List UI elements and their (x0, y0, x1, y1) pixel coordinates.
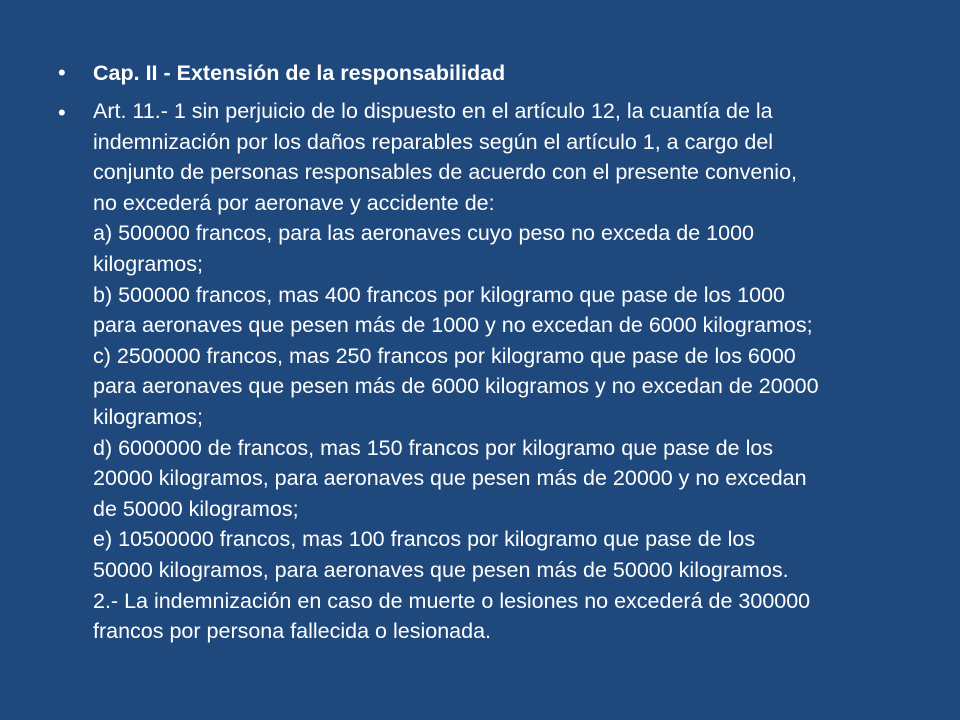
article-text (93, 96, 918, 647)
article-line: 50000 kilogramos, para aeronaves que pesen más de 50000 kilogramos. (93, 557, 789, 582)
bullet-dot-icon: • (58, 100, 66, 125)
article-line: de 50000 kilogramos; (93, 496, 299, 521)
bullet-list (58, 56, 918, 647)
article-line: 20000 kilogramos, para aeronaves que pesen más de 20000 y no excedan (93, 466, 807, 491)
bullet-dot-icon: • (58, 60, 66, 85)
article-line: 2.- La indemnización en caso de muerte o lesiones no excederá de 300000 (93, 588, 811, 613)
chapter-heading: Cap. II - Extensión de la responsabilidad (93, 61, 506, 85)
article-line: c) 2500000 francos, mas 250 francos por kilogramo que pase de los 6000 (93, 343, 796, 368)
article-line: francos por persona fallecida o lesionada. (93, 619, 492, 644)
article-line: para aeronaves que pesen más de 6000 kilogramos y no excedan de 20000 (93, 374, 819, 399)
article-line: kilogramos; (93, 404, 203, 429)
article-line: no excederá por aeronave y accidente de: (93, 190, 495, 215)
article-line: conjunto de personas responsables de acuerdo con el presente convenio, (93, 160, 798, 185)
article-line: para aeronaves que pesen más de 1000 y no excedan de 6000 kilogramos; (93, 313, 813, 338)
article-line: a) 500000 francos, para las aeronaves cuyo peso no exceda de 1000 (93, 221, 754, 246)
article-line: b) 500000 francos, mas 400 francos por kilogramo que pase de los 1000 (93, 282, 786, 307)
article-line: indemnización por los daños reparables según el artículo 1, a cargo del (93, 129, 774, 154)
article-line: e) 10500000 francos, mas 100 francos por kilogramo que pase de los (93, 527, 756, 552)
bullet-article (58, 96, 918, 647)
bullet-heading (58, 56, 918, 90)
article-line: d) 6000000 de francos, mas 150 francos por kilogramo que pase de los (93, 435, 774, 460)
article-line: Art. 11.- 1 sin perjuicio de lo dispuesto en el artículo 12, la cuantía de la (93, 99, 773, 123)
article-line: kilogramos; (93, 251, 203, 276)
